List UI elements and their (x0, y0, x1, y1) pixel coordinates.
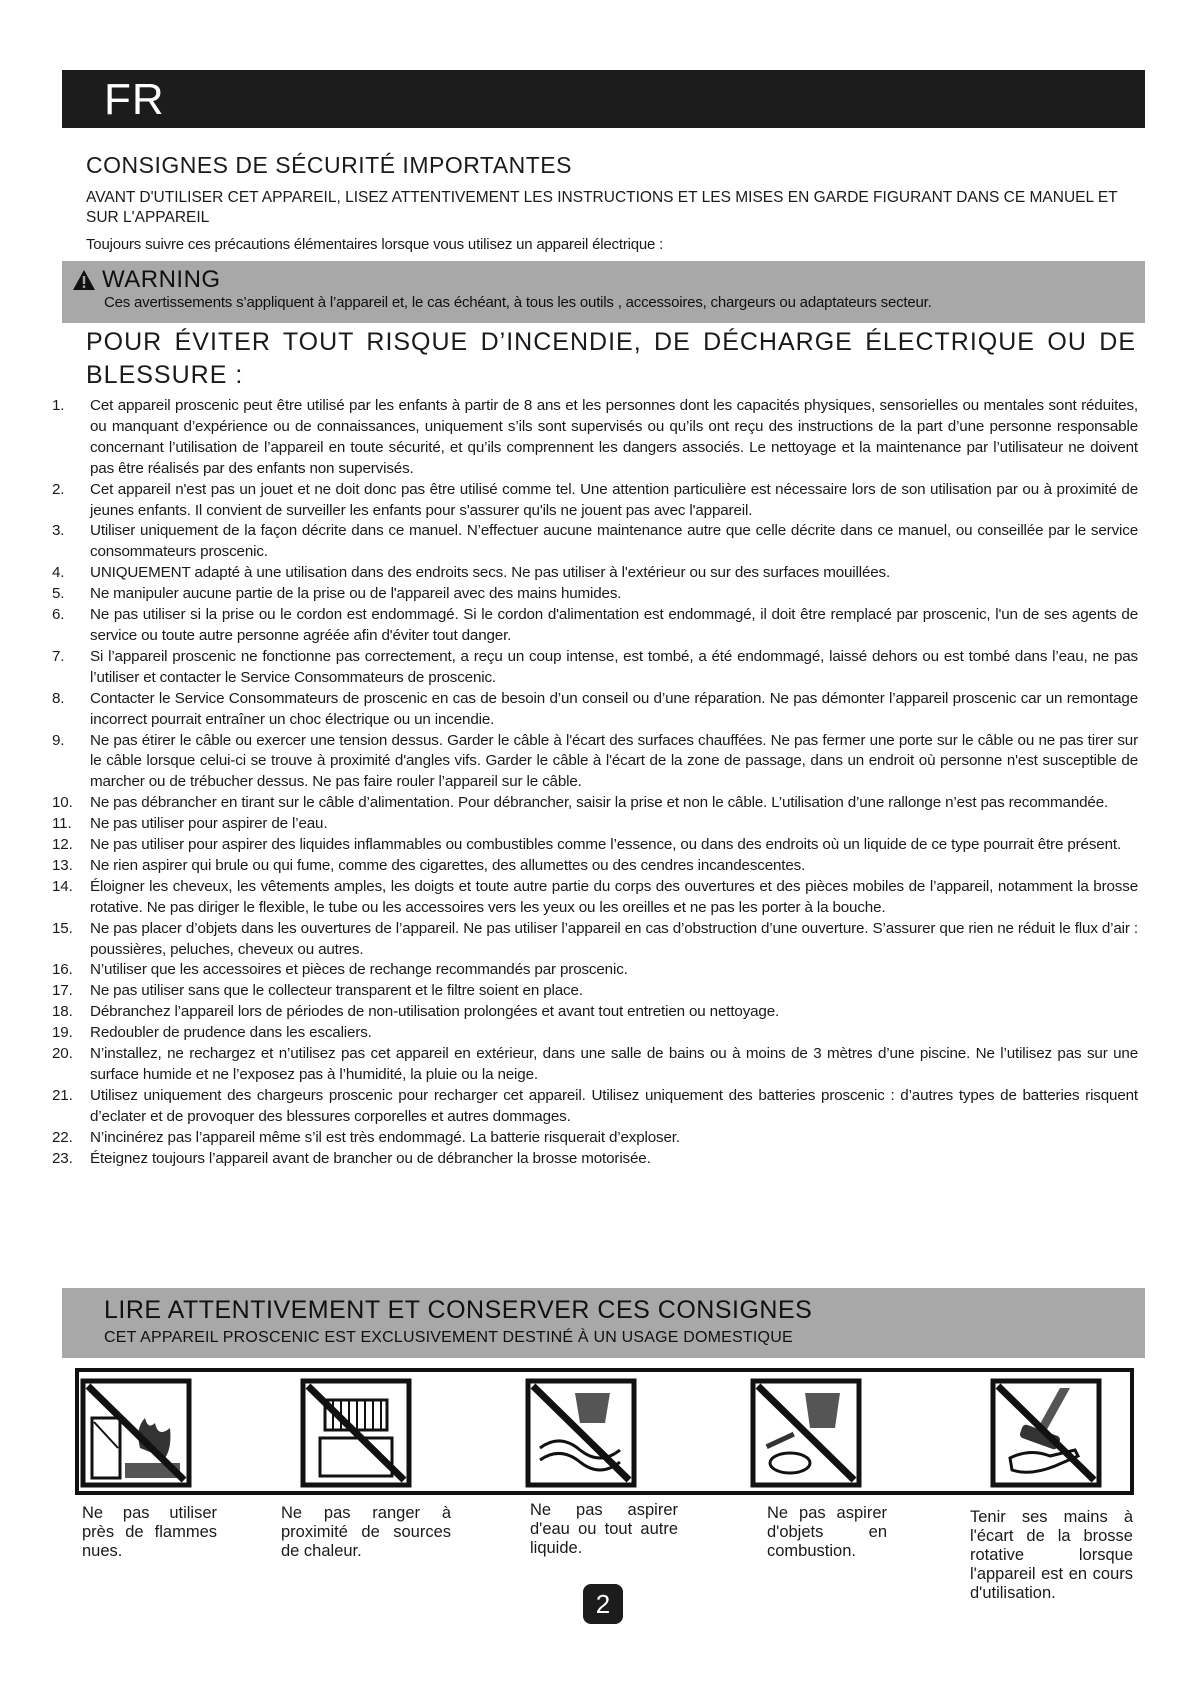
rule-number: 16. (52, 961, 73, 979)
rule-number: 10. (52, 794, 73, 812)
rule-item (52, 1149, 1138, 1170)
rule-number: 12. (52, 836, 73, 854)
rule-number: 11. (52, 815, 72, 833)
safety-intro: AVANT D'UTILISER CET APPAREIL, LISEZ ATTENTIVEMENT LES INSTRUCTIONS ET LES MISES EN GARDE FIGURANT DANS CE MANUEL ET SUR L'APPAREIL (86, 189, 1118, 226)
warning-title: WARNING (102, 266, 221, 293)
rule-number: 23. (52, 1149, 73, 1167)
rule-item (52, 1128, 1138, 1149)
read-instructions-band (62, 1288, 1145, 1358)
rule-item (52, 563, 1138, 584)
rule-text: Utiliser uniquement de la façon décrite dans ce manuel. N’effectuer aucune maintenance autre que celle décrite dans ce manuel, ou conseillée par le service consommateurs proscenic. (90, 522, 1138, 561)
rule-item (52, 480, 1138, 522)
rule-number: 20. (52, 1045, 73, 1063)
language-header-bar (62, 70, 1145, 128)
warning-band (62, 261, 1145, 323)
language-code: FR (104, 75, 165, 124)
rule-text: Ne manipuler aucune partie de la prise ou de l'appareil avec des mains humides. (90, 585, 622, 603)
rule-item (52, 521, 1138, 563)
rule-text: Ne pas utiliser pour aspirer des liquides inflammables ou combustibles comme l’essence, ou dans des endroits où un liquide de ce type pourrait être présent. (90, 836, 1122, 854)
rule-number: 4. (52, 564, 65, 582)
rule-text: Ne pas utiliser si la prise ou le cordon est endommagé. Si le cordon d'alimentation est endommagé, il doit être remplacé par proscenic, l'un de ses agents de service ou toute autre personne agréée afin d'éviter tout danger. (90, 606, 1138, 644)
no-heat-source-icon (300, 1378, 412, 1488)
rule-item (52, 731, 1138, 794)
rule-item (52, 981, 1138, 1002)
rule-item (52, 1002, 1138, 1023)
rule-number: 5. (52, 585, 65, 603)
rule-text: Ne pas débrancher en tirant sur le câble d’alimentation. Pour débrancher, saisir la prise et non le câble. L’utilisation d’une rallonge n’est pas recommandée. (90, 794, 1109, 812)
rule-text: Ne pas utiliser sans que le collecteur transparent et le filtre soient en place. (90, 982, 583, 1000)
rule-text: Éteignez toujours l’appareil avant de brancher ou de débrancher la brosse motorisée. (90, 1149, 651, 1167)
rule-number: 6. (52, 606, 65, 624)
safety-title: CONSIGNES DE SÉCURITÉ IMPORTANTES (86, 152, 572, 178)
rule-item (52, 835, 1138, 856)
rule-number: 15. (52, 919, 73, 937)
rule-text: Ne pas utiliser pour aspirer de l’eau. (90, 815, 328, 833)
rule-number: 19. (52, 1024, 73, 1042)
warning-text: Ces avertissements s’appliquent à l’appareil et, le cas échéant, à tous les outils , accessoires, chargeurs ou adaptateurs secteur. (104, 294, 932, 311)
rule-text: Ne pas étirer le câble ou exercer une tension dessus. Garder le câble à l'écart des surfaces chauffées. Ne pas fermer une porte sur le câble ou ne pas tirer sur le câble lorsque celui-ci se trouve à proximité d'angles vifs. Garder le câble à l'écart de la zone de passage, dans un endroit où personne n'est susceptible de marcher ou de trébucher dessus. Ne pas faire rouler l’appareil sur le câble. (90, 731, 1138, 791)
rule-text: Utilisez uniquement des chargeurs proscenic pour recharger cet appareil. Utilisez uniquement des batteries proscenic : d’autres types de batteries risquent d’eclater et de provoquer des blessures corporelles et autres dommages. (90, 1086, 1138, 1125)
rule-item (52, 1044, 1138, 1086)
risk-heading: POUR ÉVITER TOUT RISQUE D’INCENDIE, DE DÉCHARGE ÉLECTRIQUE OU DE BLESSURE : (86, 328, 1136, 389)
warning-triangle-icon (72, 269, 96, 291)
rule-number: 14. (52, 877, 73, 895)
rule-item (52, 919, 1138, 961)
rule-text: Cet appareil proscenic peut être utilisé par les enfants à partir de 8 ans et les personnes dont les capacités physiques, sensorielles ou mentales sont réduites, ou manquant d’expérience ou de connaissances, uniquement s’ils sont supervisés ou qu’ils ont reçu des instructions de la part d’une personne responsable concernant l’utilisation de l’appareil en toute sécurité, et qu’ils comprennent les dangers associés. Le nettoyage et la maintenance par l’utilisateur ne doivent pas être réalisés par des enfants non supervisés. (90, 397, 1138, 477)
rule-item (52, 793, 1138, 814)
rule-text: N’incinérez pas l’appareil même s’il est très endommagé. La batterie risquerait d’exploser. (90, 1128, 680, 1146)
rule-item (52, 584, 1138, 605)
rule-item (52, 396, 1138, 480)
pictogram-caption-2: Ne pas ranger à proximité de sources de chaleur. (281, 1504, 451, 1560)
page-number: 2 (583, 1584, 623, 1624)
rule-text: UNIQUEMENT adapté à une utilisation dans des endroits secs. Ne pas utiliser à l'extérieur ou sur des surfaces mouillées. (90, 564, 891, 582)
pictogram-caption-5: Tenir ses mains à l'écart de la brosse rotative lorsque l'appareil est en cours d'utilisation. (970, 1508, 1133, 1602)
keep-hands-away-icon (990, 1378, 1102, 1488)
rule-text: Débranchez l’appareil lors de périodes de non-utilisation prolongées et avant tout entretien ou nettoyage. (90, 1003, 780, 1021)
no-liquid-icon (525, 1378, 637, 1488)
rule-item (52, 856, 1138, 877)
rule-item (52, 689, 1138, 731)
rule-number: 7. (52, 647, 65, 665)
rule-text: N’utiliser que les accessoires et pièces de rechange recommandés par proscenic. (90, 961, 628, 979)
pictogram-caption-1: Ne pas utiliser près de flammes nues. (82, 1504, 217, 1560)
rule-number: 17. (52, 982, 73, 1000)
rule-number: 22. (52, 1128, 73, 1146)
read-band-title: LIRE ATTENTIVEMENT ET CONSERVER CES CONSIGNES (104, 1296, 813, 1324)
no-flame-icon (80, 1378, 192, 1488)
safety-note: Toujours suivre ces précautions élémentaires lorsque vous utilisez un appareil électrique : (86, 236, 664, 253)
rule-number: 9. (52, 731, 65, 749)
rule-item (52, 1023, 1138, 1044)
rule-text: Ne rien aspirer qui brule ou qui fume, comme des cigarettes, des allumettes ou des cendres incandescentes. (90, 856, 806, 874)
rule-number: 3. (52, 522, 65, 540)
rule-text: Redoubler de prudence dans les escaliers. (90, 1024, 372, 1042)
rule-number: 2. (52, 480, 65, 498)
safety-rules-list (52, 396, 1138, 1170)
warning-header (72, 266, 221, 294)
rule-number: 21. (52, 1086, 73, 1104)
rule-text: Ne pas placer d’objets dans les ouvertures de l’appareil. Ne pas utiliser l’appareil en cas d’obstruction d’une ouverture. S’assurer que rien ne réduit le flux d’air : poussières, peluches, cheveux ou autres. (90, 919, 1138, 958)
read-band-subtitle: CET APPAREIL PROSCENIC EST EXCLUSIVEMENT DESTINÉ À UN USAGE DOMESTIQUE (104, 1329, 793, 1346)
rule-text: Cet appareil n'est pas un jouet et ne doit donc pas être utilisé comme tel. Une attention particulière est nécessaire lors de son utilisation par ou à proximité de jeunes enfants. Il convient de surveiller les enfants pour s'assurer qu'ils ne jouent pas avec l'appareil. (90, 480, 1138, 519)
rule-item (52, 647, 1138, 689)
rule-item (52, 605, 1138, 647)
pictogram-caption-4: Ne pas aspirer d'objets en combustion. (767, 1504, 887, 1560)
rule-text: Contacter le Service Consommateurs de proscenic en cas de besoin d’un conseil ou d’une réparation. Ne pas démonter l’appareil proscenic car un remontage incorrect pourrait entraîner un choc électrique ou un incendie. (90, 689, 1138, 728)
rule-item (52, 1086, 1138, 1128)
rule-item (52, 877, 1138, 919)
rule-item (52, 960, 1138, 981)
rule-number: 13. (52, 856, 73, 874)
rule-number: 1. (52, 397, 65, 414)
pictogram-caption-3: Ne pas aspirer d'eau ou tout autre liquide. (530, 1501, 678, 1557)
rule-text: N’installez, ne rechargez et n’utilisez pas cet appareil en extérieur, dans une salle de bains ou à moins de 3 mètres d’une piscine. Ne l’utilisez pas sur une surface humide et ne l’exposez pas à l’humidité, la pluie ou la neige. (90, 1045, 1138, 1083)
no-burning-objects-icon (750, 1378, 862, 1488)
rule-number: 8. (52, 689, 65, 707)
rule-number: 18. (52, 1003, 73, 1021)
rule-item (52, 814, 1138, 835)
rule-text: Si l’appareil proscenic ne fonctionne pas correctement, a reçu un coup intense, est tombé, a été endommagé, laissé dehors ou est tombé dans l’eau, ne pas l’utiliser et contacter le Service Consommateurs de proscenic. (90, 647, 1138, 686)
rule-text: Éloigner les cheveux, les vêtements amples, les doigts et toute autre partie du corps des ouvertures et des pièces mobiles de l’appareil, notamment la brosse rotative. Ne pas diriger le flexible, le tube ou les accessoires vers les yeux ou les oreilles et ne pas les porter à la bouche. (90, 877, 1138, 916)
